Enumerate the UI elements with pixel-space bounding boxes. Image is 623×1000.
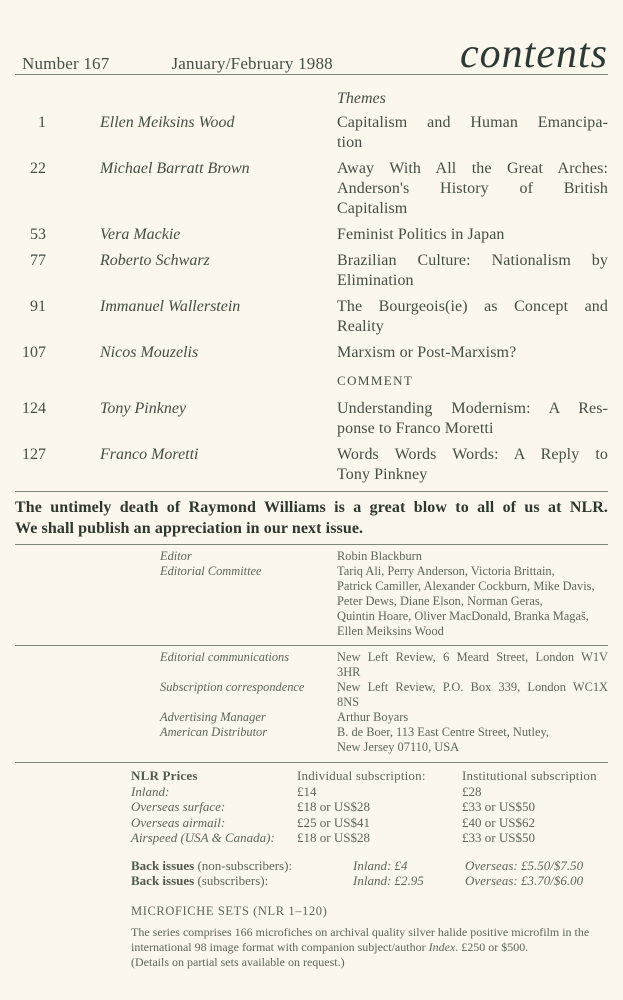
- article-title: [337, 445, 608, 485]
- committee-line: Peter Dews, Diane Elson, Norman Geras,: [337, 594, 543, 608]
- contact-label: Subscription correspondence: [160, 680, 305, 694]
- editorial-block: [15, 545, 608, 645]
- individual-price: £18 or US$28: [297, 830, 370, 845]
- page-number: 107: [22, 344, 46, 361]
- individual-price: £18 or US$28: [297, 799, 370, 814]
- page-number: 124: [22, 400, 46, 417]
- overseas-price: Overseas: £5.50/$7.50: [465, 857, 584, 873]
- back-issues-label-bold: Back issues: [131, 873, 195, 888]
- article-title-line: Anderson's History of British: [337, 180, 608, 197]
- divider: [15, 491, 608, 492]
- contact-value: [337, 650, 608, 680]
- inland-price: Inland: £4: [353, 857, 408, 873]
- article-title-line: Words Words Words: A Reply to: [337, 446, 608, 463]
- price-label: Overseas airmail:: [131, 814, 226, 830]
- article-title-line: Marxism or Post-Marxism?: [337, 344, 517, 361]
- contact-row: [160, 710, 608, 725]
- article-title-line: Brazilian Culture: Nationalism by: [337, 252, 608, 269]
- prices-header-row: [131, 768, 608, 784]
- toc-row: [22, 159, 608, 219]
- back-issues-label: [131, 858, 353, 874]
- editor-name: Robin Blackburn: [337, 549, 423, 563]
- contact-row: [160, 725, 608, 755]
- article-title-line: Feminist Politics in Japan: [337, 226, 505, 243]
- committee-line: Quintin Hoare, Oliver MacDonald, Branka Magaš,: [337, 609, 589, 623]
- price-row: [131, 799, 608, 815]
- back-issues-label: [131, 873, 353, 889]
- editor-row: [160, 549, 608, 564]
- page-number: 127: [22, 446, 46, 463]
- page-number: 1: [38, 114, 46, 131]
- divider: [15, 74, 608, 75]
- article-title: [337, 251, 608, 291]
- price-row: [131, 815, 608, 831]
- author-name: Tony Pinkney: [100, 400, 187, 417]
- obituary-notice: [15, 498, 608, 539]
- contents-masthead: contents: [460, 31, 608, 77]
- toc-row: [22, 251, 608, 291]
- article-title: [337, 159, 608, 219]
- author-name: Franco Moretti: [100, 446, 199, 463]
- back-issues-label-rest: (non-subscribers):: [194, 857, 293, 873]
- toc-row: [22, 113, 608, 153]
- institutional-price: £28: [462, 783, 482, 799]
- article-title-line: Away With All the Great Arches:: [337, 160, 608, 177]
- institutional-price: £33 or US$50: [462, 830, 535, 845]
- article-title-line: The Bourgeois(ie) as Concept and: [337, 298, 608, 315]
- contact-label: American Distributor: [160, 725, 268, 739]
- article-title-line: tion: [337, 134, 363, 151]
- contact-line: Arthur Boyars: [337, 710, 409, 724]
- author-name: Michael Barratt Brown: [100, 160, 250, 177]
- price-label: Airspeed (USA & Canada):: [131, 830, 275, 845]
- committee-line: Ellen Meiksins Wood: [337, 624, 444, 638]
- individual-price: £25 or US$41: [297, 814, 370, 830]
- article-title-line: Reality: [337, 318, 384, 335]
- price-row: [131, 830, 608, 846]
- divider: [15, 544, 608, 545]
- divider: [15, 762, 608, 763]
- contact-line: New Jersey 07110, USA: [337, 740, 460, 754]
- page-number: 22: [30, 160, 46, 177]
- article-title: [337, 225, 608, 245]
- microfiche-description: [131, 925, 608, 955]
- microfiche-heading: MICROFICHE SETS (NLR 1–120): [131, 903, 328, 918]
- editor-label: Editor: [160, 549, 192, 563]
- contact-line: 3HR: [337, 665, 361, 679]
- article-title: [337, 343, 608, 363]
- contacts-block: [15, 646, 608, 762]
- author-name: Ellen Meiksins Wood: [100, 114, 235, 131]
- microfiche-text: The series comprises 166 microfiches on archival quality silver halide positive microfilm in the international 98 image format with companion subject/author: [131, 924, 590, 954]
- prices-block: [15, 768, 608, 846]
- table-of-contents: [22, 89, 608, 485]
- price-label: Inland:: [131, 783, 170, 799]
- committee-names: [337, 564, 608, 639]
- contact-row: [160, 680, 608, 710]
- individual-column-header: Individual subscription:: [297, 768, 426, 783]
- prices-title: NLR Prices: [131, 768, 198, 783]
- contact-line: New Left Review, 6 Meard Street, London W1V: [337, 650, 608, 664]
- article-title: [337, 297, 608, 337]
- page-number: 77: [30, 252, 46, 269]
- institutional-column-header: Institutional subscription: [462, 768, 597, 783]
- issue-date: January/February 1988: [171, 54, 333, 73]
- toc-row: [22, 297, 608, 337]
- contact-value: [337, 680, 608, 710]
- back-issues-row: [131, 858, 608, 874]
- divider: [15, 645, 608, 646]
- article-title: [337, 113, 608, 153]
- microfiche-block: [131, 904, 608, 970]
- contact-line: B. de Boer, 113 East Centre Street, Nutley,: [337, 725, 549, 739]
- article-title-line: Capitalism and Human Emancipa-: [337, 114, 608, 131]
- contact-value: [337, 710, 608, 725]
- article-title-line: Understanding Modernism: A Res-: [337, 400, 608, 417]
- microfiche-price: . £250 or $500.: [455, 939, 529, 954]
- price-row: [131, 784, 608, 800]
- contact-line: 8NS: [337, 695, 360, 709]
- institutional-price: £33 or US$50: [462, 799, 535, 814]
- individual-price: £14: [297, 783, 317, 799]
- article-title: [337, 399, 608, 439]
- obituary-line: The untimely death of Raymond Williams is a great blow to all of us at NLR.: [15, 499, 608, 516]
- committee-label: Editorial Committee: [160, 564, 262, 578]
- institutional-price: £40 or US$62: [462, 814, 535, 830]
- article-title-line: Tony Pinkney: [337, 466, 428, 483]
- price-label: Overseas surface:: [131, 799, 226, 814]
- overseas-price: Overseas: £3.70/$6.00: [465, 873, 584, 888]
- article-title-line: ponse to Franco Moretti: [337, 420, 494, 437]
- microfiche-note: (Details on partial sets available on request.): [131, 954, 345, 969]
- contact-line: New Left Review, P.O. Box 339, London WC1X: [337, 680, 608, 694]
- back-issues-label-rest: (subscribers):: [194, 873, 269, 888]
- back-issues-row: [131, 873, 608, 889]
- back-issues-block: [15, 858, 608, 889]
- author-name: Immanuel Wallerstein: [100, 298, 241, 315]
- page-header: [15, 31, 608, 77]
- contact-label: Editorial communications: [160, 650, 290, 664]
- issue-number: Number 167: [22, 54, 110, 73]
- contact-row: [160, 650, 608, 680]
- toc-row: [22, 445, 608, 485]
- page-number: 53: [30, 226, 46, 243]
- committee-line: Tariq Ali, Perry Anderson, Victoria Brittain,: [337, 564, 555, 578]
- page-number: 91: [30, 298, 46, 315]
- committee-line: Patrick Camiller, Alexander Cockburn, Mike Davis,: [337, 579, 595, 593]
- microfiche-index-title: Index: [428, 939, 456, 954]
- article-title-line: Capitalism: [337, 200, 408, 217]
- contact-label: Advertising Manager: [160, 710, 266, 724]
- author-name: Vera Mackie: [100, 226, 181, 243]
- toc-row: [22, 399, 608, 439]
- author-name: Roberto Schwarz: [100, 252, 210, 269]
- toc-row: [22, 343, 608, 363]
- author-name: Nicos Mouzelis: [100, 344, 199, 361]
- committee-row: [160, 564, 608, 639]
- article-title-line: Elimination: [337, 272, 414, 289]
- obituary-line: We shall publish an appreciation in our next issue.: [15, 519, 364, 537]
- section-heading-comment: COMMENT: [337, 373, 414, 388]
- back-issues-label-bold: Back issues: [131, 857, 195, 873]
- inland-price: Inland: £2.95: [353, 873, 424, 888]
- section-heading-themes: Themes: [337, 90, 386, 107]
- toc-row: [22, 225, 608, 245]
- contact-value: [337, 725, 608, 755]
